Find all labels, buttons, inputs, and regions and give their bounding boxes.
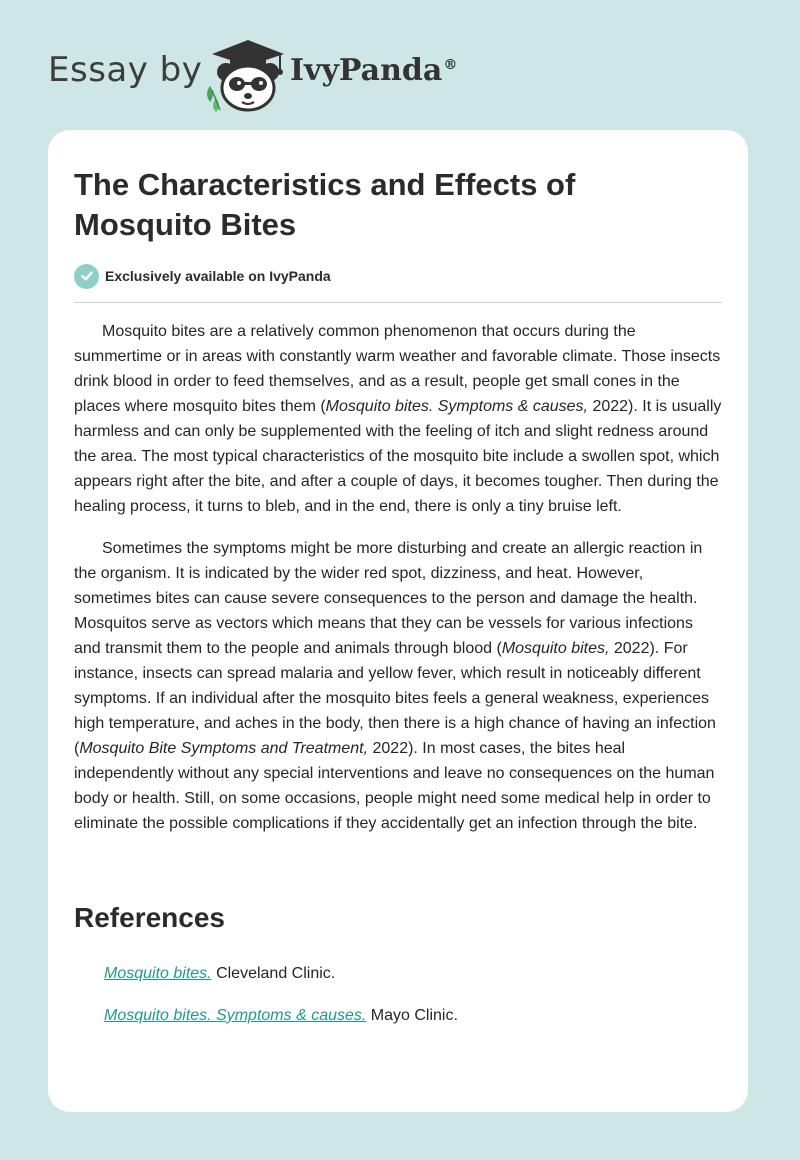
site-header [48, 36, 508, 108]
registered-mark: ® [443, 57, 458, 73]
citation-title: Mosquito Bite Symptoms and Treatment, [79, 740, 369, 757]
reference-item [104, 964, 724, 984]
brand-wordmark[interactable]: IvyPanda® [290, 53, 458, 88]
reference-link[interactable]: Mosquito bites. [104, 965, 212, 982]
checkmark-icon [74, 264, 99, 289]
citation-title: Mosquito bites. Symptoms & causes, [325, 398, 588, 415]
paragraph-text: Sometimes the symptoms might be more disturbing and create an allergic reaction in the organism. It is indicated by the wider red spot, dizziness, and heat. However, sometimes bites can cause severe consequences to the person and damage the health. Mosquitos serve as vectors which means that they can be vessels for various infections and transmit them to the people and animals through blood ( [74, 540, 703, 657]
paragraph-text: 2022). In most cases, the bites heal independently without any special interventions and leave no consequences on the human body or health. Still, on some occasions, people might need some medical help in order to eliminate the possible complications if they accidentally get an infection through the bite. [74, 740, 715, 832]
reference-item [104, 1006, 724, 1026]
reference-source: Cleveland Clinic. [216, 965, 336, 982]
exclusive-label: Exclusively available on IvyPanda [105, 268, 331, 284]
essay-body [74, 319, 724, 853]
citation-title: Mosquito bites, [501, 640, 610, 657]
essay-title: The Characteristics and Effects of Mosquito Bites [74, 167, 576, 242]
essay-by-label: Essay by [48, 50, 203, 90]
references-list [104, 964, 724, 1048]
essay-card [48, 130, 748, 1112]
divider [74, 302, 722, 303]
references-heading: References [74, 902, 225, 933]
paragraph [74, 536, 724, 836]
paragraph-text: 2022). It is usually harmless and can only be supplemented with the feeling of itch and slight redness around the area. The most typical characteristics of the mosquito bite include a swollen spot, which appears right after the bite, and after a couple of days, it becomes tougher. Then during the healing process, it turns to bleb, and in the end, there is only a tiny bruise left. [74, 398, 722, 515]
reference-link[interactable]: Mosquito bites. Symptoms & causes. [104, 1007, 367, 1024]
exclusive-badge [74, 263, 331, 289]
ivypanda-logo[interactable] [200, 36, 290, 117]
reference-source: Mayo Clinic. [370, 1007, 458, 1024]
paragraph [74, 319, 724, 519]
paragraph-text: Mosquito bites are a relatively common phenomenon that occurs during the summertime or in areas with constantly warm weather and favorable climate. Those insects drink blood in order to feed themselves, and as a result, people get small cones in the places where mosquito bites them ( [74, 323, 721, 415]
paragraph-text: 2022). For instance, insects can spread malaria and yellow fever, which result in noticeably different symptoms. If an individual after the mosquito bites feels a general weakness, experiences high temperature, and aches in the body, then there is a high chance of having an infection ( [74, 640, 716, 757]
panda-graduate-icon [200, 36, 290, 112]
